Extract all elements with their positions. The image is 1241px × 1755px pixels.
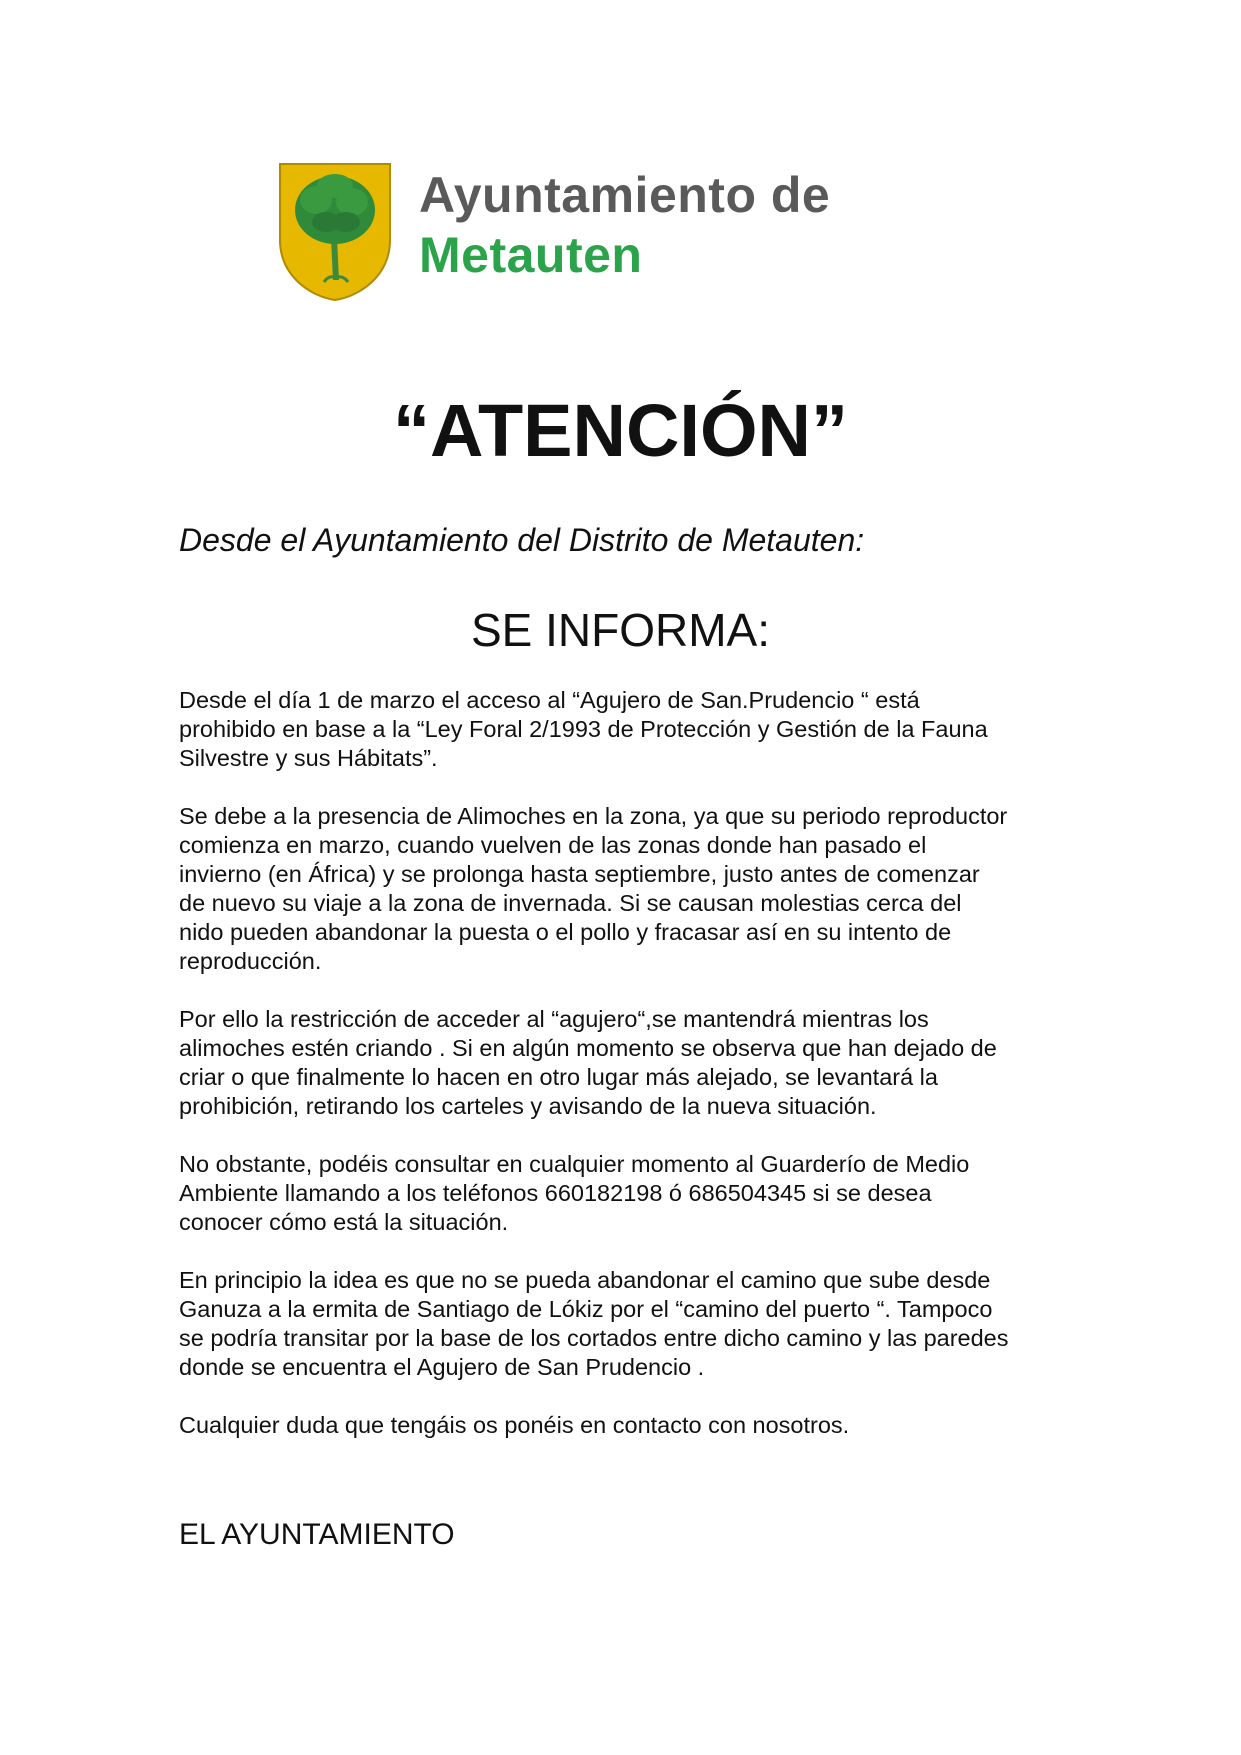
notice-body [179,686,1079,1469]
paragraph [179,1411,1079,1440]
text-line: En principio la idea es que no se pueda abandonar el camino que sube desde [179,1267,991,1293]
text-line: de nuevo su viaje a la zona de invernada. Si se causan molestias cerca del [179,890,962,916]
text-line: Por ello la restricción de acceder al “agujero“,se mantendrá mientras los [179,1006,929,1032]
coat-of-arms-icon [276,160,394,302]
paragraph [179,686,1079,773]
text-line: Se debe a la presencia de Alimoches en la zona, ya que su periodo reproductor [179,803,1008,829]
text-line: invierno (en África) y se prolonga hasta septiembre, justo antes de comenzar [179,861,980,887]
text-line: prohibición, retirando los carteles y avisando de la nueva situación. [179,1093,877,1119]
text-line: Desde el día 1 de marzo el acceso al “Agujero de San.Prudencio “ está [179,687,920,713]
text-line: comienza en marzo, cuando vuelven de las zonas donde han pasado el [179,832,927,858]
text-line: prohibido en base a la “Ley Foral 2/1993 de Protección y Gestión de la Fauna [179,716,988,742]
logo-text-line2: Metauten [419,227,643,283]
paragraph [179,1150,1079,1237]
municipality-logo [276,160,876,305]
text-line: nido pueden abandonar la puesta o el pollo y fracasar así en su intento de [179,919,952,945]
text-line: reproducción. [179,948,322,974]
signature: EL AYUNTAMIENTO [179,1518,455,1551]
text-line: donde se encuentra el Agujero de San Prudencio . [179,1354,705,1380]
intro-line: Desde el Ayuntamiento del Distrito de Metauten: [179,522,865,558]
text-line: alimoches estén criando . Si en algún momento se observa que han dejado de [179,1035,997,1061]
text-line: No obstante, podéis consultar en cualquier momento al Guarderío de Medio [179,1151,970,1177]
paragraph [179,802,1079,976]
text-line: Ambiente llamando a los teléfonos 660182198 ó 686504345 si se desea [179,1180,932,1206]
text-line: Ganuza a la ermita de Santiago de Lókiz por el “camino del puerto “. Tampoco [179,1296,993,1322]
text-line: criar o que finalmente lo hacen en otro lugar más alejado, se levantará la [179,1064,938,1090]
section-heading: SE INFORMA: [470,604,771,656]
page-title: “ATENCIÓN” [393,389,848,472]
text-line: Silvestre y sus Hábitats”. [179,745,438,771]
paragraph [179,1266,1079,1382]
text-line: conocer cómo está la situación. [179,1209,509,1235]
text-line: Cualquier duda que tengáis os ponéis en contacto con nosotros. [179,1412,850,1438]
logo-text-line1: Ayuntamiento de [419,167,831,223]
text-line: se podría transitar por la base de los cortados entre dicho camino y las paredes [179,1325,1009,1351]
paragraph [179,1005,1079,1121]
